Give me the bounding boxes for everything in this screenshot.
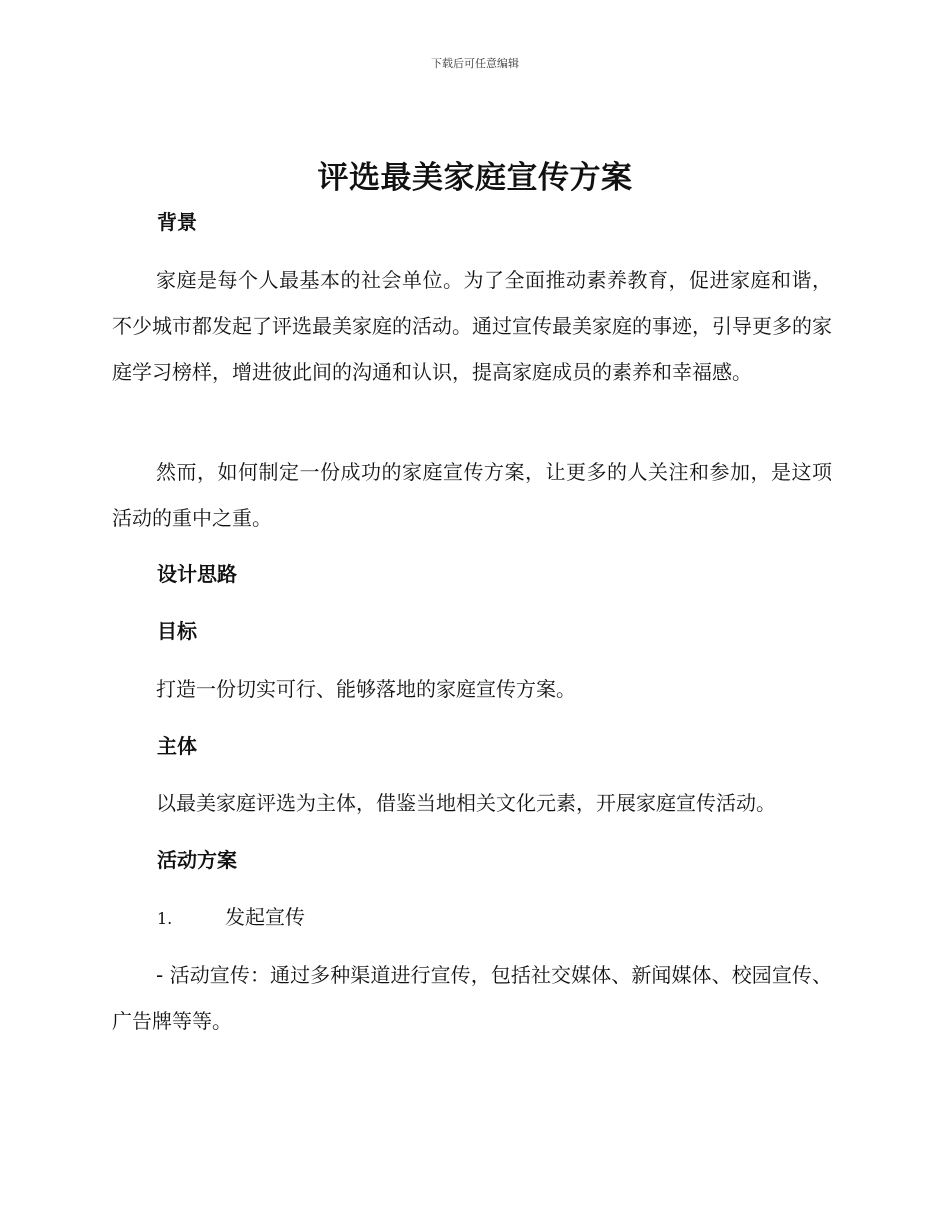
paragraph-background-1: 家庭是每个人最基本的社会单位。为了全面推动素养教育，促进家庭和谐，不少城市都发起了评选最美家庭的活动。通过宣传最美家庭的事迹，引导更多的家庭学习榜样，增进彼此间的沟通和认识，提高家庭成员的素养和幸福感。 [112,268,832,384]
list-number: 1. [157,909,173,928]
header-note: 下载后可任意编辑 [431,57,519,70]
paragraph-subject: 以最美家庭评选为主体，借鉴当地相关文化元素，开展家庭宣传活动。 [156,791,776,815]
paragraph-activity-detail: - 活动宣传：通过多种渠道进行宣传，包括社交媒体、新闻媒体、校园宣传、广告牌等等。 [112,963,832,1033]
heading-design: 设计思路 [157,562,237,586]
paragraph-background-2: 然而，如何制定一份成功的家庭宣传方案，让更多的人关注和参加，是这项活动的重中之重。 [112,460,832,530]
list-item-label: 发起宣传 [225,905,305,929]
heading-goal: 目标 [157,619,197,643]
heading-activity-plan: 活动方案 [157,848,237,872]
heading-background: 背景 [157,210,197,234]
paragraph-goal: 打造一份切实可行、能够落地的家庭宣传方案。 [156,677,576,701]
list-item [157,902,305,934]
document-title: 评选最美家庭宣传方案 [317,160,633,196]
heading-subject: 主体 [157,734,197,758]
